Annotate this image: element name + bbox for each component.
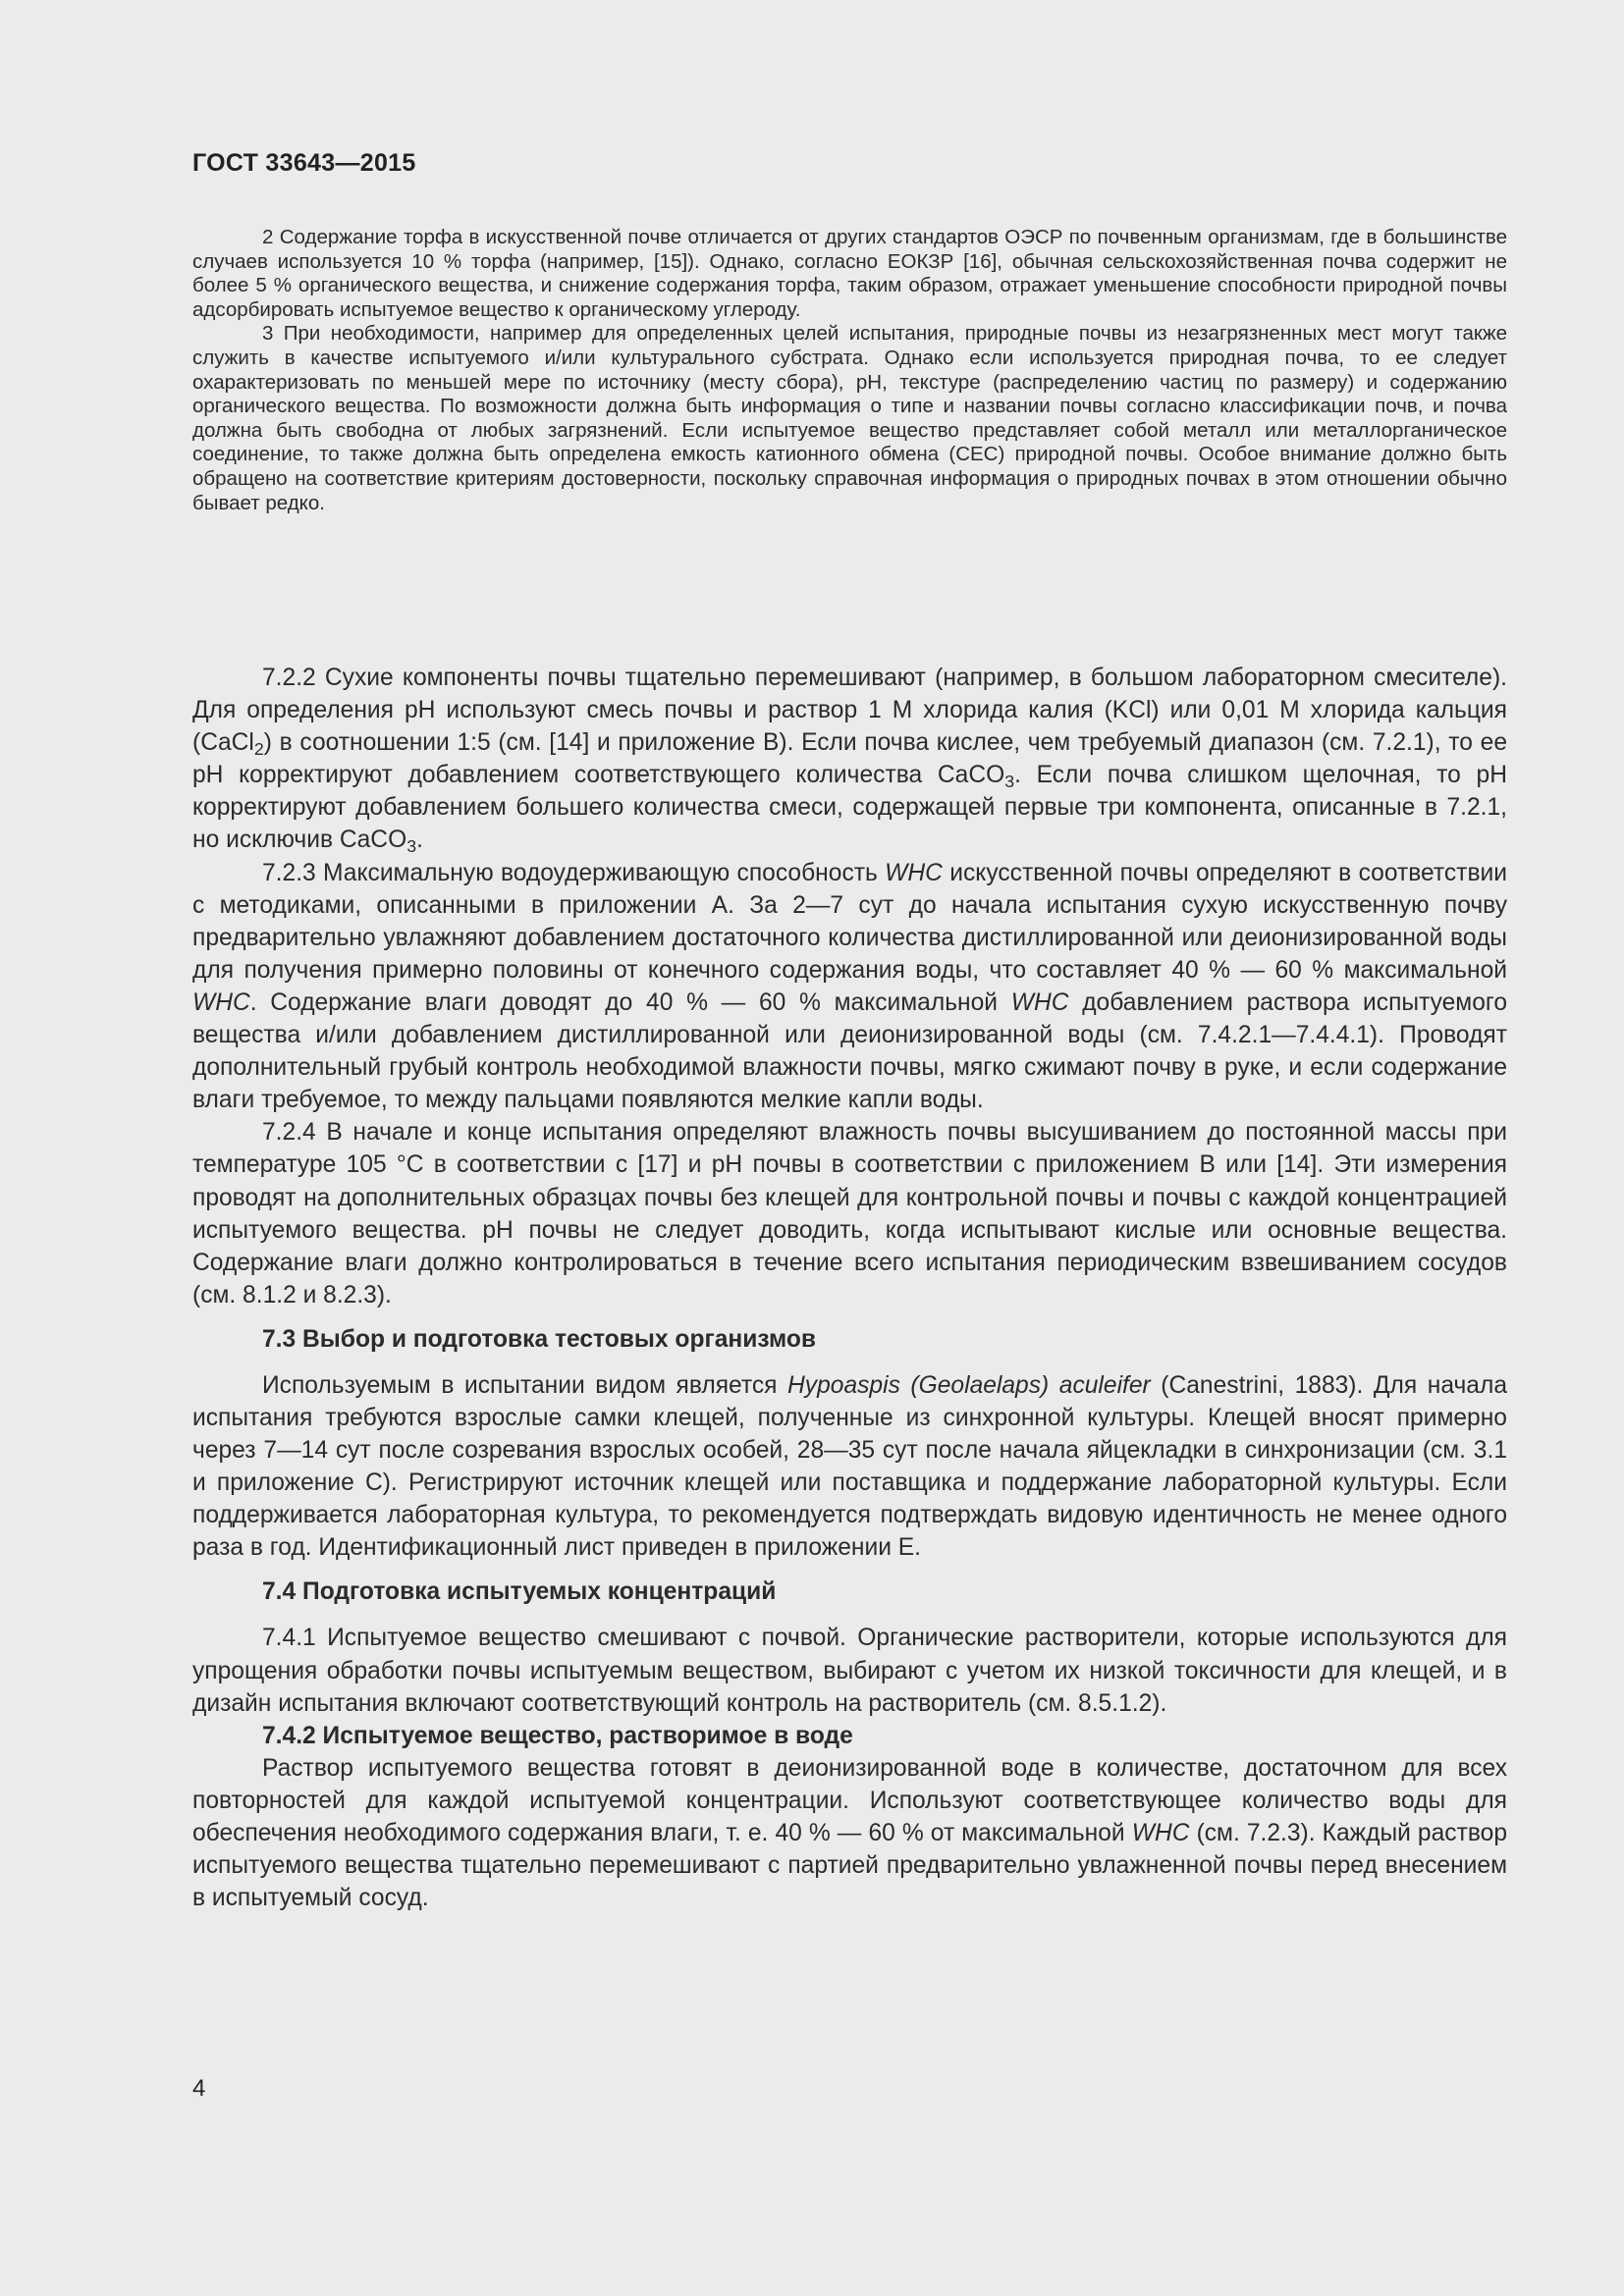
text-run: искусственной почвы определяют в соответствии с методиками, описанными в приложении А. За 2—7 сут до начала испытания сухую искусственную почву предварительно увлажняют добавлением достаточного количества дистиллированной или деионизированной воды для получения примерно половины от конечного содержания воды, что составляет 40 % — 60 % максимальной <box>192 859 1507 984</box>
heading-7-4: 7.4 Подготовка испытуемых концентраций <box>262 1578 777 1606</box>
text-run: Раствор испытуемого вещества готовят в деионизированной воде в количестве, достаточном для всех повторностей для каждой испытуемой концентрации. Используют соответствующее количество воды для обеспечения необходимого содержания влаги, т. е. 40 % — 60 % от максимальной <box>192 1754 1507 1846</box>
text-run: ) в соотношении 1:5 (см. [14] и приложение В). Если почва кислее, чем требуемый диапазон (см. 7.2.1), то ее pH корректируют добавлением соответствующего количества CaCO <box>192 729 1507 789</box>
page-number: 4 <box>192 2075 206 2102</box>
heading-7-3: 7.3 Выбор и подготовка тестовых организмов <box>262 1325 816 1353</box>
note-2: 2 Содержание торфа в искусственной почве отличается от других стандартов ОЭСР по почвенным организмам, где в большинстве случаев используется 10 % торфа (например, [15]). Однако, согласно ЕОКЗР [16], обычная сельскохозяйственная почва содержит не более 5 % органического вещества, и снижение содержания торфа, таким образом, отражает уменьшение способности природной почвы адсорбировать испытуемое вещество к органическому углероду. <box>192 226 1507 321</box>
text-run: . <box>416 827 423 854</box>
whc-term: WHC <box>1010 988 1069 1016</box>
paragraph-7-2-2 <box>192 662 1507 857</box>
text-run: 7.2.2 Сухие компоненты почвы тщательно перемешивают (например, в большом лабораторном смесителе). Для определения pH используют смесь почвы и раствор 1 М хлорида калия (KCl) или 0,01 М хлорида кальция (CaCl <box>192 665 1507 757</box>
text-run: 7.2.3 Максимальную водоудерживающую способность <box>262 859 886 886</box>
subscript: 3 <box>406 836 417 857</box>
whc-term: WHC <box>1131 1819 1190 1846</box>
subscript: 3 <box>1004 772 1015 792</box>
text-run: . Если почва слишком щелочная, то pH корректируют добавлением большего количества смеси, содержащей первые три компонента, описанные в 7.2.1, но исключив CaCO <box>192 762 1507 854</box>
text-run: (см. 7.2.3). Каждый раствор испытуемого вещества тщательно перемешивают с партией предварительно увлажненной почвы перед внесением в испытуемый сосуд. <box>192 1819 1507 1912</box>
main-text <box>192 662 1507 1914</box>
paragraph-7-3 <box>192 1369 1507 1565</box>
heading-7-4-2: 7.4.2 Испытуемое вещество, растворимое в воде <box>262 1722 853 1749</box>
text-run: Используемым в испытании видом является <box>262 1371 788 1399</box>
notes-block <box>192 226 1507 515</box>
paragraph-7-2-4: 7.2.4 В начале и конце испытания определяют влажность почвы высушиванием до постоянной массы при температуре 105 °С в соответствии с [17] и pH почвы в соответствии с приложением В или [14]. Эти измерения проводят на дополнительных образцах почвы без клещей для контрольной почвы и почвы с каждой концентрацией испытуемого вещества. pH почвы не следует доводить, когда испытывают кислые или основные вещества. Содержание влаги должно контролироваться в течение всего испытания периодическим взвешиванием сосудов (см. 8.1.2 и 8.2.3). <box>192 1119 1507 1308</box>
text-run: (Canestrini, 1883). Для начала испытания требуются взрослые самки клещей, полученные из синхронной культуры. Клещей вносят примерно через 7—14 сут после созревания взрослых особей, 28—35 сут после начала яйцекладки в синхронизации (см. 3.1 и приложение С). Регистрируют источник клещей или поставщика и поддержание лабораторной культуры. Если поддерживается лабораторная культура, то рекомендуется подтверждать видовую идентичность не менее одного раза в год. Идентификационный лист приведен в приложении Е. <box>192 1371 1507 1562</box>
note-3: 3 При необходимости, например для определенных целей испытания, природные почвы из незагрязненных мест могут также служить в качестве испытуемого и/или культурального субстрата. Однако если используется природная почва, то ее следует охарактеризовать по меньшей мере по источнику (месту сбора), pH, текстуре (распределению частиц по размеру) и содержанию органического вещества. По возможности должна быть информация о типе и названии почвы согласно классификации почв, и почва должна быть свободна от любых загрязнений. Если испытуемое вещество представляет собой металл или металлорганическое соединение, то также должна быть определена емкость катионного обмена (CEC) природной почвы. Особое внимание должно быть обращено на соответствие критериям достоверности, поскольку справочная информация о природных почвах в этом отношении обычно бывает редко. <box>192 322 1507 514</box>
spacer <box>192 1564 1507 1575</box>
paragraph-7-4-1: 7.4.1 Испытуемое вещество смешивают с почвой. Органические растворители, которые используются для упрощения обработки почвы испытуемым веществом, выбирают с учетом их низкой токсичности для клещей, и в дизайн испытания включают соответствующий контроль на растворитель (см. 8.5.1.2). <box>192 1625 1507 1717</box>
text-run: добавлением раствора испытуемого вещества и/или добавлением дистиллированной или деионизированной воды (см. 7.4.2.1—7.4.4.1). Проводят дополнительный грубый контроль необходимой влажности почвы, мягко сжимают почву в руке, и если содержание влаги требуемое, то между пальцами появляются мелкие капли воды. <box>192 988 1507 1114</box>
whc-term: WHC <box>192 988 250 1016</box>
paragraph-7-2-3 <box>192 857 1507 1117</box>
paragraph-7-4-2 <box>192 1752 1507 1914</box>
spacer <box>192 1311 1507 1323</box>
species-name: Hypoaspis (Geolaelaps) aculeifer <box>787 1371 1151 1399</box>
whc-term: WHC <box>885 859 943 886</box>
text-run: . Содержание влаги доводят до 40 % — 60 % максимальной <box>249 988 1011 1016</box>
standard-header: ГОСТ 33643—2015 <box>192 149 416 177</box>
spacer <box>192 1608 1507 1622</box>
subscript: 2 <box>253 739 264 760</box>
spacer <box>192 1356 1507 1369</box>
